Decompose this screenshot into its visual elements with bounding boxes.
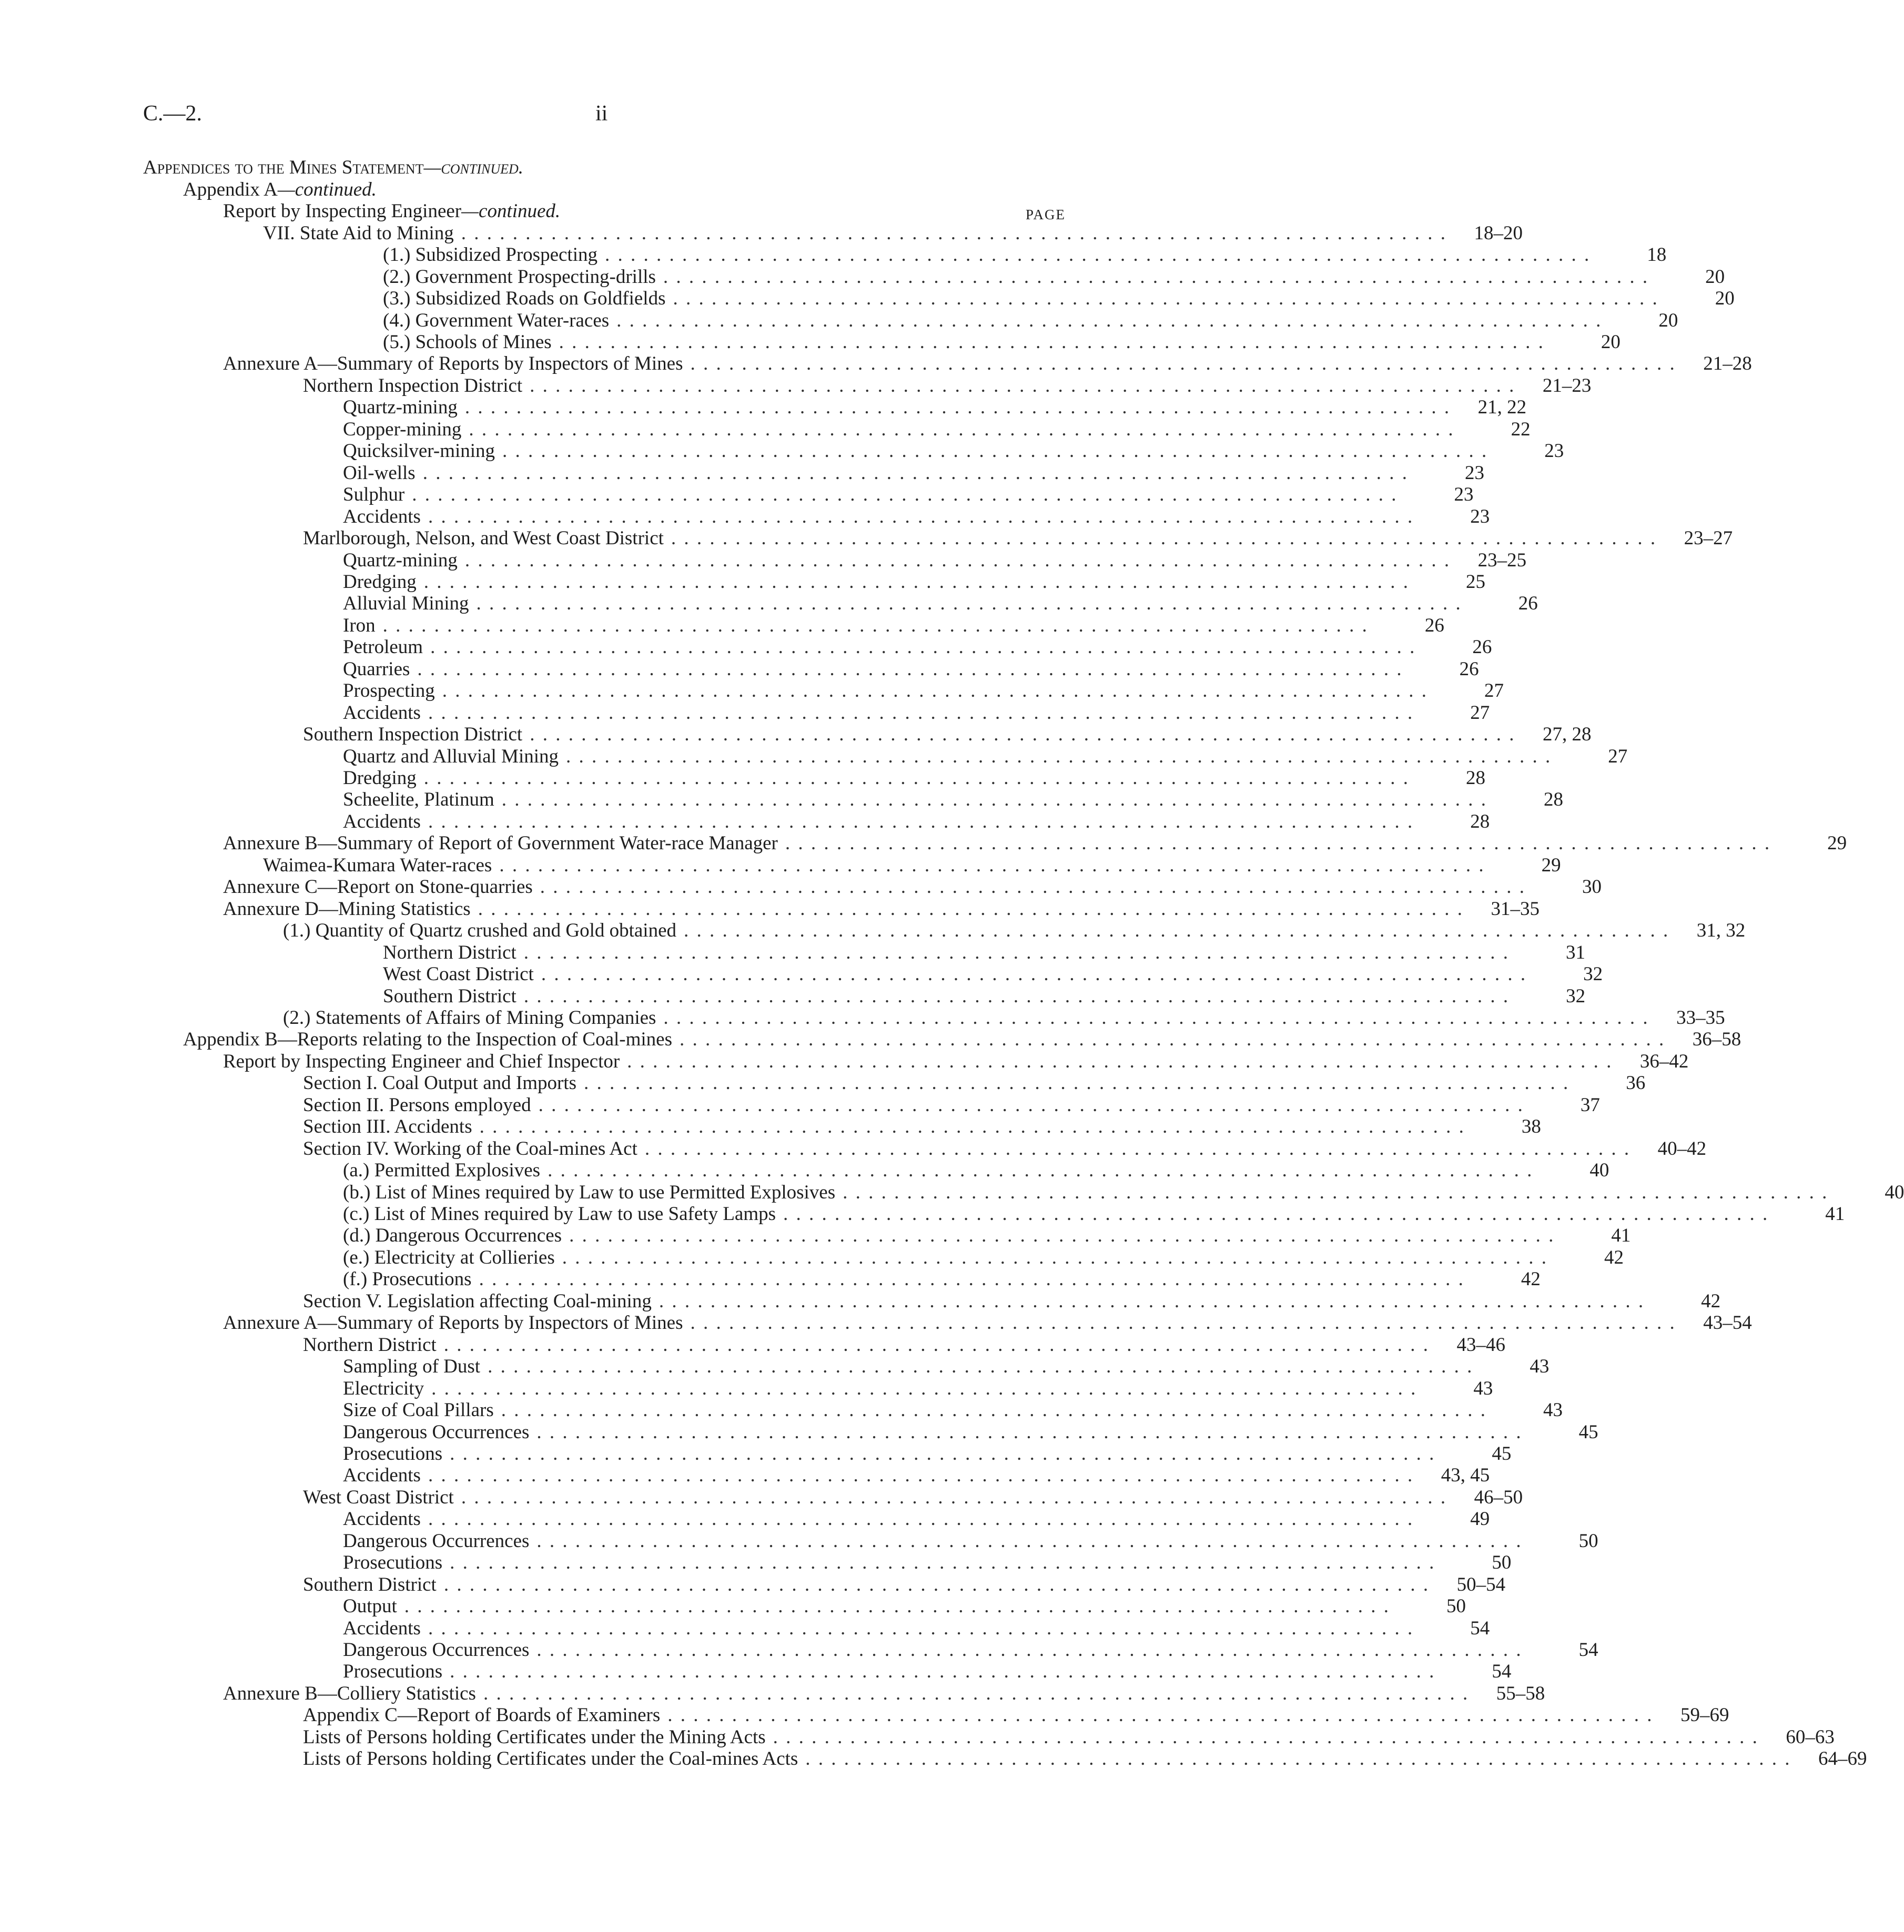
toc-entry-label: Accidents (343, 810, 421, 832)
dot-leader: . . . . . . . . . . . . . . . . . . . . . . . . . . . . . . . . . . . . . . . . . . . . . . . . . . . . . . . . . . . . . . . . . . . . . . . . . . . . . (461, 222, 1447, 244)
toc-entry-page: 23 (1464, 462, 1484, 484)
dot-leader: . . . . . . . . . . . . . . . . . . . . . . . . . . . . . . . . . . . . . . . . . . . . . . . . . . . . . . . . . . . . . . . . . . . . . . . . . . . . . (690, 1312, 1676, 1334)
toc-entry (343, 613, 1444, 636)
dot-leader: . . . . . . . . . . . . . . . . . . . . . . . . . . . . . . . . . . . . . . . . . . . . . . . . . . . . . . . . . . . . . . . . . . . . . . . . . . . . . (773, 1726, 1759, 1748)
toc-entry-page: 54 (1492, 1661, 1512, 1683)
dot-leader: . . . . . . . . . . . . . . . . . . . . . . . . . . . . . . . . . . . . . . . . . . . . . . . . . . . . . . . . . . . . . . . . . . . . . . . . . . . . . (431, 1377, 1417, 1399)
toc-entry-page: 50–54 (1456, 1573, 1506, 1595)
toc-entry-page: 20 (1601, 331, 1621, 353)
toc-entry-label: (2.) Government Prospecting-drills (383, 266, 656, 288)
toc-entry (343, 1638, 1598, 1661)
toc-entry-label: West Coast District (383, 963, 534, 985)
dot-leader: . . . . . . . . . . . . . . . . . . . . . . . . . . . . . . . . . . . . . . . . . . . . . . . . . . . . . . . . . . . . . . . . . . . . . . . . . . . . . (501, 789, 1487, 811)
dot-leader: . . . . . . . . . . . . . . . . . . . . . . . . . . . . . . . . . . . . . . . . . . . . . . . . . . . . . . . . . . . . . . . . . . . . . . . . . . . . . (499, 854, 1485, 876)
toc-entry-page: 40 (1589, 1160, 1609, 1182)
toc-entry-label: Quartz and Alluvial Mining (343, 745, 559, 767)
toc-entry-label: (4.) Government Water-races (383, 309, 610, 331)
toc-entry-label: (d.) Dangerous Occurrences (343, 1225, 562, 1247)
toc-entry-page: 60–63 (1786, 1726, 1835, 1748)
toc-entry-label: Prosecutions (343, 1661, 443, 1683)
dot-leader: . . . . . . . . . . . . . . . . . . . . . . . . . . . . . . . . . . . . . . . . . . . . . . . . . . . . . . . . . . . . . . . . . . . . . . . . . . . . . (523, 985, 1510, 1007)
toc-entry-label: Lists of Persons holding Certificates under the Mining Acts (303, 1726, 766, 1748)
toc-entry-label: Output (343, 1595, 397, 1618)
dot-leader: . . . . . . . . . . . . . . . . . . . . . . . . . . . . . . . . . . . . . . . . . . . . . . . . . . . . . . . . . . . . . . . . . . . . . . . . . . . . . (659, 1290, 1645, 1312)
dot-leader: . . . . . . . . . . . . . . . . . . . . . . . . . . . . . . . . . . . . . . . . . . . . . . . . . . . . . . . . . . . . . . . . . . . . . . . . . . . . . (530, 374, 1516, 396)
dot-leader: . . . . . . . . . . . . . . . . . . . . . . . . . . . . . . . . . . . . . . . . . . . . . . . . . . . . . . . . . . . . . . . . . . . . . . . . . . . . . (536, 1530, 1523, 1552)
dot-leader: . . . . . . . . . . . . . . . . . . . . . . . . . . . . . . . . . . . . . . . . . . . . . . . . . . . . . . . . . . . . . . . . . . . . . . . . . . . . . (479, 1116, 1465, 1138)
dot-leader: . . . . . . . . . . . . . . . . . . . . . . . . . . . . . . . . . . . . . . . . . . . . . . . . . . . . . . . . . . . . . . . . . . . . . . . . . . . . . (428, 1508, 1414, 1530)
toc-entry-page: 20 (1705, 266, 1725, 288)
dot-leader: . . . . . . . . . . . . . . . . . . . . . . . . . . . . . . . . . . . . . . . . . . . . . . . . . . . . . . . . . . . . . . . . . . . . . . . . . . . . . (667, 1704, 1654, 1726)
toc-entry-label: Dredging (343, 571, 417, 593)
dot-leader: . . . . . . . . . . . . . . . . . . . . . . . . . . . . . . . . . . . . . . . . . . . . . . . . . . . . . . . . . . . . . . . . . . . . . . . . . . . . . (428, 1617, 1414, 1639)
dot-leader: . . . . . . . . . . . . . . . . . . . . . . . . . . . . . . . . . . . . . . . . . . . . . . . . . . . . . . . . . . . . . . . . . . . . . . . . . . . . . (417, 658, 1403, 680)
dot-leader: . . . . . . . . . . . . . . . . . . . . . . . . . . . . . . . . . . . . . . . . . . . . . . . . . . . . . . . . . . . . . . . . . . . . . . . . . . . . . (443, 1334, 1430, 1356)
toc-entry-page: 40–42 (1657, 1137, 1707, 1160)
toc-entry (343, 1398, 1563, 1421)
toc-entry (303, 1747, 1867, 1770)
toc-entry-label: Accidents (343, 701, 421, 724)
toc-entry-label: Annexure C—Report on Stone-quarries (223, 876, 533, 898)
toc-entry-page: 28 (1543, 789, 1563, 811)
toc-entry-page: 23 (1544, 440, 1564, 462)
toc-entry (343, 766, 1485, 789)
toc-entry (283, 919, 1746, 942)
toc-entry-page: 31, 32 (1696, 920, 1746, 942)
toc-entry (343, 461, 1484, 484)
toc-entry (343, 1551, 1512, 1574)
toc-entry-page: 23–25 (1477, 549, 1527, 571)
toc-entry-page: 22 (1511, 418, 1531, 440)
toc-entry (223, 1049, 1689, 1072)
dot-leader: . . . . . . . . . . . . . . . . . . . . . . . . . . . . . . . . . . . . . . . . . . . . . . . . . . . . . . . . . . . . . . . . . . . . . . . . . . . . . (464, 549, 1451, 571)
toc-entry (223, 897, 1540, 920)
toc-entry-label: Dangerous Occurrences (343, 1421, 530, 1443)
toc-entry-label: (3.) Subsidized Roads on Goldfields (383, 288, 666, 310)
dot-leader: . . . . . . . . . . . . . . . . . . . . . . . . . . . . . . . . . . . . . . . . . . . . . . . . . . . . . . . . . . . . . . . . . . . . . . . . . . . . . (523, 941, 1510, 963)
toc-entry (343, 635, 1492, 658)
toc-entry (303, 374, 1592, 396)
toc-entry-label: Annexure B—Summary of Report of Government Water-race Manager (223, 832, 778, 855)
toc-entry-page: 45 (1578, 1421, 1598, 1443)
toc-entry-label: Accidents (343, 1465, 421, 1487)
toc-entry-label: Section I. Coal Output and Imports (303, 1072, 576, 1094)
toc-entry-page: 42 (1701, 1290, 1721, 1312)
toc-entry (343, 744, 1628, 767)
toc-entry-page: 43 (1473, 1377, 1493, 1399)
toc-entry (303, 1485, 1523, 1508)
dot-leader: . . . . . . . . . . . . . . . . . . . . . . . . . . . . . . . . . . . . . . . . . . . . . . . . . . . . . . . . . . . . . . . . . . . . . . . . . . . . . (616, 309, 1603, 331)
toc-entry-page: 18 (1647, 244, 1667, 266)
toc-entry (343, 1616, 1490, 1639)
toc-entry-page: 26 (1424, 614, 1444, 636)
toc-entry (383, 287, 1735, 310)
toc-entry-page: 45 (1492, 1442, 1512, 1465)
toc-entry-label: (5.) Schools of Mines (383, 331, 552, 353)
toc-entry-label: Northern District (303, 1334, 437, 1356)
toc-entry-label: (a.) Permitted Explosives (343, 1160, 541, 1182)
toc-entry-label: (1.) Quantity of Quartz crushed and Gold obtained (283, 920, 677, 942)
toc-entry (383, 308, 1678, 331)
toc-entry (223, 831, 1847, 855)
dot-leader: . . . . . . . . . . . . . . . . . . . . . . . . . . . . . . . . . . . . . . . . . . . . . . . . . . . . . . . . . . . . . . . . . . . . . . . . . . . . . (536, 1639, 1523, 1661)
toc-entry-page: 23–27 (1684, 527, 1733, 550)
toc-entry-page: 21–28 (1703, 353, 1752, 375)
toc-entry (343, 788, 1563, 811)
toc-entry-page: 29 (1541, 854, 1561, 876)
toc-entry-page: 26 (1518, 593, 1538, 615)
dot-leader: . . . . . . . . . . . . . . . . . . . . . . . . . . . . . . . . . . . . . . . . . . . . . . . . . . . . . . . . . . . . . . . . . . . . . . . . . . . . . (430, 636, 1416, 658)
toc-entry-label: Dangerous Occurrences (343, 1639, 530, 1661)
toc-entry-label: Southern Inspection District (303, 724, 523, 746)
toc-entry (343, 1594, 1466, 1618)
toc-entry-page: 32 (1566, 985, 1586, 1007)
dot-leader: . . . . . . . . . . . . . . . . . . . . . . . . . . . . . . . . . . . . . . . . . . . . . . . . . . . . . . . . . . . . . . . . . . . . . . . . . . . . . (450, 1442, 1436, 1465)
toc-entry (383, 243, 1667, 266)
dot-leader: . . . . . . . . . . . . . . . . . . . . . . . . . . . . . . . . . . . . . . . . . . . . . . . . . . . . . . . . . . . . . . . . . . . . . . . . . . . . . (548, 1160, 1534, 1182)
toc-entry-label: Section II. Persons employed (303, 1094, 531, 1116)
toc-entry (183, 1028, 1741, 1051)
toc-entry-page: 49 (1470, 1508, 1490, 1530)
toc-entry-label: Annexure B—Colliery Statistics (223, 1682, 476, 1704)
toc-entry (343, 1660, 1512, 1683)
dot-leader: . . . . . . . . . . . . . . . . . . . . . . . . . . . . . . . . . . . . . . . . . . . . . . . . . . . . . . . . . . . . . . . . . . . . . . . . . . . . . (423, 571, 1410, 593)
toc-entry-label: Dredging (343, 767, 417, 789)
toc-entry (263, 853, 1561, 876)
toc-entry-label: Southern District (303, 1573, 437, 1595)
toc-entry-page: 25 (1466, 571, 1485, 593)
toc-entry (303, 1703, 1729, 1726)
dot-leader: . . . . . . . . . . . . . . . . . . . . . . . . . . . . . . . . . . . . . . . . . . . . . . . . . . . . . . . . . . . . . . . . . . . . . . . . . . . . . (412, 484, 1398, 506)
toc-entry-label: Section V. Legislation affecting Coal-mining (303, 1290, 652, 1312)
dot-leader: . . . . . . . . . . . . . . . . . . . . . . . . . . . . . . . . . . . . . . . . . . . . . . . . . . . . . . . . . . . . . . . . . . . . . . . . . . . . . (536, 1421, 1523, 1443)
toc-entry (343, 1376, 1493, 1399)
dot-leader: . . . . . . . . . . . . . . . . . . . . . . . . . . . . . . . . . . . . . . . . . . . . . . . . . . . . . . . . . . . . . . . . . . . . . . . . . . . . . (428, 1465, 1414, 1487)
toc-entry-label: (b.) List of Mines required by Law to use Permitted Explosives (343, 1181, 836, 1203)
dot-leader: . . . . . . . . . . . . . . . . . . . . . . . . . . . . . . . . . . . . . . . . . . . . . . . . . . . . . . . . . . . . . . . . . . . . . . . . . . . . . (428, 701, 1414, 724)
toc-entry-page: 43–54 (1703, 1312, 1752, 1334)
dot-leader: . . . . . . . . . . . . . . . . . . . . . . . . . . . . . . . . . . . . . . . . . . . . . . . . . . . . . . . . . . . . . . . . . . . . . . . . . . . . . (488, 1356, 1474, 1378)
dot-leader: . . . . . . . . . . . . . . . . . . . . . . . . . . . . . . . . . . . . . . . . . . . . . . . . . . . . . . . . . . . . . . . . . . . . . . . . . . . . . (566, 745, 1552, 767)
toc-entry-page: 54 (1470, 1617, 1490, 1639)
toc-entry-label: Annexure A—Summary of Reports by Inspectors of Mines (223, 1312, 683, 1334)
toc-entry-page: 37 (1580, 1094, 1600, 1116)
toc-entry (303, 1071, 1646, 1094)
toc-entry (343, 504, 1490, 527)
toc-entry (223, 1311, 1752, 1334)
toc-entry-label: Dangerous Occurrences (343, 1530, 530, 1552)
toc-entry-label: Quartz-mining (343, 396, 458, 419)
toc-entry-label: Prosecutions (343, 1552, 443, 1574)
dot-leader: . . . . . . . . . . . . . . . . . . . . . . . . . . . . . . . . . . . . . . . . . . . . . . . . . . . . . . . . . . . . . . . . . . . . . . . . . . . . . (450, 1661, 1436, 1683)
toc-entry-page: 27 (1470, 701, 1490, 724)
dot-leader: . . . . . . . . . . . . . . . . . . . . . . . . . . . . . . . . . . . . . . . . . . . . . . . . . . . . . . . . . . . . . . . . . . . . . . . . . . . . . (428, 505, 1414, 527)
page-column-label: PAGE (1025, 206, 1066, 222)
toc-entry (283, 1006, 1725, 1029)
toc-entry-page: 59–69 (1680, 1704, 1729, 1726)
toc-entry-label: Northern Inspection District (303, 374, 523, 396)
toc-entry (343, 483, 1474, 506)
toc-entry-label: Accidents (343, 1508, 421, 1530)
toc-entry-label: Lists of Persons holding Certificates under the Coal-mines Acts (303, 1748, 798, 1770)
dot-leader: . . . . . . . . . . . . . . . . . . . . . . . . . . . . . . . . . . . . . . . . . . . . . . . . . . . . . . . . . . . . . . . . . . . . . . . . . . . . . (805, 1748, 1791, 1770)
toc-entry-label: Section III. Accidents (303, 1116, 472, 1138)
dot-leader: . . . . . . . . . . . . . . . . . . . . . . . . . . . . . . . . . . . . . . . . . . . . . . . . . . . . . . . . . . . . . . . . . . . . . . . . . . . . . (627, 1050, 1613, 1072)
toc-entry-label: Annexure A—Summary of Reports by Inspectors of Mines (223, 353, 683, 375)
dot-leader: . . . . . . . . . . . . . . . . . . . . . . . . . . . . . . . . . . . . . . . . . . . . . . . . . . . . . . . . . . . . . . . . . . . . . . . . . . . . . (443, 1573, 1430, 1595)
toc-entry (343, 570, 1485, 593)
toc-entry (343, 417, 1531, 440)
toc-entry-page: 27, 28 (1542, 724, 1592, 746)
dot-leader: . . . . . . . . . . . . . . . . . . . . . . . . . . . . . . . . . . . . . . . . . . . . . . . . . . . . . . . . . . . . . . . . . . . . . . . . . . . . . (785, 832, 1771, 855)
toc-entry (343, 700, 1490, 724)
toc-entry-page: 50 (1492, 1552, 1512, 1574)
toc-entry-label: Accidents (343, 1617, 421, 1639)
dot-leader: . . . . . . . . . . . . . . . . . . . . . . . . . . . . . . . . . . . . . . . . . . . . . . . . . . . . . . . . . . . . . . . . . . . . . . . . . . . . . (478, 898, 1464, 920)
toc-entry-label: Report by Inspecting Engineer—continued. (223, 200, 561, 222)
toc-entry (223, 1682, 1545, 1704)
toc-entry-page: 38 (1521, 1116, 1541, 1138)
dot-leader: . . . . . . . . . . . . . . . . . . . . . . . . . . . . . . . . . . . . . . . . . . . . . . . . . . . . . . . . . . . . . . . . . . . . . . . . . . . . . (540, 876, 1526, 898)
dot-leader: . . . . . . . . . . . . . . . . . . . . . . . . . . . . . . . . . . . . . . . . . . . . . . . . . . . . . . . . . . . . . . . . . . . . . . . . . . . . . (843, 1181, 1829, 1203)
toc-entry (303, 1572, 1506, 1595)
toc-entry-page: 32 (1583, 963, 1603, 985)
toc-entry (343, 548, 1527, 571)
dot-leader: . . . . . . . . . . . . . . . . . . . . . . . . . . . . . . . . . . . . . . . . . . . . . . . . . . . . . . . . . . . . . . . . . . . . . . . . . . . . . (483, 1682, 1470, 1704)
toc-entry-page: 26 (1472, 636, 1492, 658)
toc-entry-label: Appendix C—Report of Boards of Examiners (303, 1704, 661, 1726)
toc-entry-page: 20 (1658, 309, 1678, 331)
toc-entry-page: 21, 22 (1477, 396, 1527, 419)
toc-entry-page: 54 (1578, 1639, 1598, 1661)
toc-entry-page: 23 (1454, 484, 1474, 506)
toc-entry (303, 1093, 1600, 1116)
dot-leader: . . . . . . . . . . . . . . . . . . . . . . . . . . . . . . . . . . . . . . . . . . . . . . . . . . . . . . . . . . . . . . . . . . . . . . . . . . . . . (423, 767, 1410, 789)
dot-leader: . . . . . . . . . . . . . . . . . . . . . . . . . . . . . . . . . . . . . . . . . . . . . . . . . . . . . . . . . . . . . . . . . . . . . . . . . . . . . (530, 724, 1516, 746)
toc-entry-label: Iron (343, 614, 376, 636)
toc-entry-label: (f.) Prosecutions (343, 1268, 472, 1290)
dot-leader: . . . . . . . . . . . . . . . . . . . . . . . . . . . . . . . . . . . . . . . . . . . . . . . . . . . . . . . . . . . . . . . . . . . . . . . . . . . . . (442, 680, 1428, 702)
toc-entry-page: 64–69 (1818, 1748, 1867, 1770)
toc-entry-page: 41 (1825, 1203, 1845, 1225)
toc-entry (303, 1136, 1707, 1160)
toc-entry (383, 265, 1725, 288)
toc-entry (303, 526, 1733, 550)
toc-entry-label: Quarries (343, 658, 410, 680)
toc-entry-page: 29 (1827, 832, 1847, 855)
toc-entry (223, 199, 1068, 221)
toc-entry (343, 592, 1538, 615)
toc-entry-page: 21–23 (1542, 374, 1592, 396)
toc-entry-page: 20 (1715, 288, 1735, 310)
toc-entry-label: (1.) Subsidized Prospecting (383, 244, 597, 266)
toc-entry-page: 28 (1470, 810, 1490, 832)
toc-entry-label: Appendices to the Mines Statement—continued. (143, 157, 524, 179)
toc-entry-page: 43 (1530, 1356, 1549, 1378)
toc-entry (383, 962, 1603, 985)
toc-entry-label: Prosecutions (343, 1442, 443, 1465)
toc-entry (343, 1463, 1490, 1487)
dot-leader: . . . . . . . . . . . . . . . . . . . . . . . . . . . . . . . . . . . . . . . . . . . . . . . . . . . . . . . . . . . . . . . . . . . . . . . . . . . . . (671, 527, 1657, 550)
dot-leader: . . . . . . . . . . . . . . . . . . . . . . . . . . . . . . . . . . . . . . . . . . . . . . . . . . . . . . . . . . . . . . . . . . . . . . . . . . . . . (559, 331, 1545, 353)
toc-entry-label: (2.) Statements of Affairs of Mining Companies (283, 1006, 656, 1029)
toc-entry-page: 33–35 (1676, 1006, 1725, 1029)
toc-entry (303, 1333, 1506, 1356)
toc-entry (343, 1180, 1904, 1203)
toc-entry (343, 1442, 1512, 1465)
toc-entry (183, 177, 1068, 199)
dot-leader: . . . . . . . . . . . . . . . . . . . . . . . . . . . . . . . . . . . . . . . . . . . . . . . . . . . . . . . . . . . . . . . . . . . . . . . . . . . . . (404, 1595, 1391, 1618)
toc-entry (303, 1115, 1541, 1138)
toc-entry-label: Copper-mining (343, 418, 462, 440)
dot-leader: . . . . . . . . . . . . . . . . . . . . . . . . . . . . . . . . . . . . . . . . . . . . . . . . . . . . . . . . . . . . . . . . . . . . . . . . . . . . . (479, 1268, 1465, 1290)
toc-entry-label: West Coast District (303, 1486, 454, 1508)
toc-entry-label: Oil-wells (343, 462, 416, 484)
toc-entry-page: 40 (1885, 1181, 1904, 1203)
toc-entry-label: Alluvial Mining (343, 593, 469, 615)
toc-entry-label: Quartz-mining (343, 549, 458, 571)
toc-entry-page: 36 (1626, 1072, 1646, 1094)
dot-leader: . . . . . . . . . . . . . . . . . . . . . . . . . . . . . . . . . . . . . . . . . . . . . . . . . . . . . . . . . . . . . . . . . . . . . . . . . . . . . (679, 1029, 1666, 1051)
dot-leader: . . . . . . . . . . . . . . . . . . . . . . . . . . . . . . . . . . . . . . . . . . . . . . . . . . . . . . . . . . . . . . . . . . . . . . . . . . . . . (562, 1246, 1548, 1268)
toc-entry-label: Sampling of Dust (343, 1356, 481, 1378)
toc-entry-label: Appendix B—Reports relating to the Inspection of Coal-mines (183, 1029, 672, 1051)
toc-entry (343, 1355, 1549, 1378)
toc-entry (343, 1529, 1598, 1552)
toc-entry (343, 1158, 1609, 1182)
toc-entry (303, 1725, 1835, 1748)
toc-entry (343, 679, 1504, 702)
toc-entry-page: 41 (1611, 1225, 1631, 1247)
dot-leader: . . . . . . . . . . . . . . . . . . . . . . . . . . . . . . . . . . . . . . . . . . . . . . . . . . . . . . . . . . . . . . . . . . . . . . . . . . . . . (502, 440, 1488, 462)
dot-leader: . . . . . . . . . . . . . . . . . . . . . . . . . . . . . . . . . . . . . . . . . . . . . . . . . . . . . . . . . . . . . . . . . . . . . . . . . . . . . (541, 963, 1527, 985)
toc-entry-label: Quicksilver-mining (343, 440, 495, 462)
toc-entry (343, 1267, 1541, 1290)
toc-entry-label: Marlborough, Nelson, and West Coast District (303, 527, 664, 550)
toc-entry-page: 36–58 (1692, 1029, 1741, 1051)
toc-entry-page: 50 (1446, 1595, 1466, 1618)
toc-entry-label: Annexure D—Mining Statistics (223, 898, 471, 920)
toc-entry-label: (e.) Electricity at Collieries (343, 1246, 555, 1268)
toc-entry (343, 439, 1564, 462)
toc-entry-page: 30 (1582, 876, 1602, 898)
dot-leader: . . . . . . . . . . . . . . . . . . . . . . . . . . . . . . . . . . . . . . . . . . . . . . . . . . . . . . . . . . . . . . . . . . . . . . . . . . . . . (684, 920, 1670, 942)
dot-leader: . . . . . . . . . . . . . . . . . . . . . . . . . . . . . . . . . . . . . . . . . . . . . . . . . . . . . . . . . . . . . . . . . . . . . . . . . . . . . (644, 1137, 1631, 1160)
dot-leader: . . . . . . . . . . . . . . . . . . . . . . . . . . . . . . . . . . . . . . . . . . . . . . . . . . . . . . . . . . . . . . . . . . . . . . . . . . . . . (382, 614, 1369, 636)
dot-leader: . . . . . . . . . . . . . . . . . . . . . . . . . . . . . . . . . . . . . . . . . . . . . . . . . . . . . . . . . . . . . . . . . . . . . . . . . . . . . (584, 1072, 1570, 1094)
toc-entry (223, 875, 1602, 898)
dot-leader: . . . . . . . . . . . . . . . . . . . . . . . . . . . . . . . . . . . . . . . . . . . . . . . . . . . . . . . . . . . . . . . . . . . . . . . . . . . . . (428, 810, 1414, 832)
toc-entry-label: Waimea-Kumara Water-races (263, 854, 492, 876)
dot-leader: . . . . . . . . . . . . . . . . . . . . . . . . . . . . . . . . . . . . . . . . . . . . . . . . . . . . . . . . . . . . . . . . . . . . . . . . . . . . . (690, 353, 1676, 375)
toc-entry-page: 46–50 (1474, 1486, 1523, 1508)
toc-entry-page: 27 (1484, 680, 1504, 702)
toc-entry (343, 1420, 1598, 1443)
toc-entry (343, 1224, 1631, 1247)
dot-leader: . . . . . . . . . . . . . . . . . . . . . . . . . . . . . . . . . . . . . . . . . . . . . . . . . . . . . . . . . . . . . . . . . . . . . . . . . . . . . (469, 418, 1455, 440)
toc-entry-page: 26 (1459, 658, 1479, 680)
toc-entry-page: 43 (1543, 1399, 1563, 1421)
toc-entry-label: Electricity (343, 1377, 424, 1399)
toc-entry-page: 42 (1604, 1246, 1624, 1268)
dot-leader: . . . . . . . . . . . . . . . . . . . . . . . . . . . . . . . . . . . . . . . . . . . . . . . . . . . . . . . . . . . . . . . . . . . . . . . . . . . . . (538, 1094, 1524, 1116)
toc-entry (343, 657, 1479, 680)
toc-entry (143, 156, 1068, 177)
toc-entry (383, 940, 1586, 963)
toc-entry (383, 984, 1586, 1007)
dot-leader: . . . . . . . . . . . . . . . . . . . . . . . . . . . . . . . . . . . . . . . . . . . . . . . . . . . . . . . . . . . . . . . . . . . . . . . . . . . . . (464, 396, 1451, 419)
dot-leader: . . . . . . . . . . . . . . . . . . . . . . . . . . . . . . . . . . . . . . . . . . . . . . . . . . . . . . . . . . . . . . . . . . . . . . . . . . . . . (783, 1203, 1769, 1225)
dot-leader: . . . . . . . . . . . . . . . . . . . . . . . . . . . . . . . . . . . . . . . . . . . . . . . . . . . . . . . . . . . . . . . . . . . . . . . . . . . . . (663, 1006, 1649, 1029)
dot-leader: . . . . . . . . . . . . . . . . . . . . . . . . . . . . . . . . . . . . . . . . . . . . . . . . . . . . . . . . . . . . . . . . . . . . . . . . . . . . . (461, 1486, 1447, 1508)
toc-entry-page: 27 (1608, 745, 1628, 767)
toc-entry (343, 395, 1527, 419)
toc-entry-page: 42 (1521, 1268, 1541, 1290)
toc-entry-page: 28 (1466, 767, 1485, 789)
toc-entry-label: Scheelite, Platinum (343, 789, 494, 811)
toc-entry (383, 330, 1621, 353)
toc-entry (343, 1246, 1624, 1268)
toc-entry-page: 43–46 (1456, 1334, 1506, 1356)
toc-entry-label: VII. State Aid to Mining (263, 222, 454, 244)
dot-leader: . . . . . . . . . . . . . . . . . . . . . . . . . . . . . . . . . . . . . . . . . . . . . . . . . . . . . . . . . . . . . . . . . . . . . . . . . . . . . (569, 1225, 1555, 1247)
toc-entry-label: Section IV. Working of the Coal-mines Act (303, 1137, 637, 1160)
toc-entry-label: (c.) List of Mines required by Law to use Safety Lamps (343, 1203, 776, 1225)
toc-entry (303, 723, 1592, 746)
toc-entry-label: Appendix A—continued. (183, 178, 377, 200)
toc-entry-page: 31–35 (1491, 898, 1540, 920)
dot-leader: . . . . . . . . . . . . . . . . . . . . . . . . . . . . . . . . . . . . . . . . . . . . . . . . . . . . . . . . . . . . . . . . . . . . . . . . . . . . . (450, 1552, 1436, 1574)
toc-entry-label: Report by Inspecting Engineer and Chief Inspector (223, 1050, 620, 1072)
toc-entry-label: Sulphur (343, 484, 405, 506)
toc-entry-page: 50 (1578, 1530, 1598, 1552)
toc-entry-page: 23 (1470, 505, 1490, 527)
dot-leader: . . . . . . . . . . . . . . . . . . . . . . . . . . . . . . . . . . . . . . . . . . . . . . . . . . . . . . . . . . . . . . . . . . . . . . . . . . . . . (673, 288, 1659, 310)
toc-entry (223, 352, 1752, 375)
toc-entry-page: 43, 45 (1441, 1465, 1490, 1487)
toc-entry-label: Petroleum (343, 636, 423, 658)
dot-leader: . . . . . . . . . . . . . . . . . . . . . . . . . . . . . . . . . . . . . . . . . . . . . . . . . . . . . . . . . . . . . . . . . . . . . . . . . . . . . (422, 462, 1409, 484)
page-number-roman: ii (595, 101, 608, 126)
toc-entry-label: Prospecting (343, 680, 435, 702)
toc-entry-page: 55–58 (1496, 1682, 1545, 1704)
toc-entry (263, 221, 1523, 244)
toc-entry-page: 18–20 (1474, 222, 1523, 244)
toc-entry-label: Southern District (383, 985, 516, 1007)
toc-entry-label: Accidents (343, 505, 421, 527)
toc-entry-page: 36–42 (1639, 1050, 1689, 1072)
toc-entry-page: 31 (1566, 941, 1586, 963)
dot-leader: . . . . . . . . . . . . . . . . . . . . . . . . . . . . . . . . . . . . . . . . . . . . . . . . . . . . . . . . . . . . . . . . . . . . . . . . . . . . . (476, 593, 1462, 615)
toc-entry (303, 1289, 1721, 1312)
dot-leader: . . . . . . . . . . . . . . . . . . . . . . . . . . . . . . . . . . . . . . . . . . . . . . . . . . . . . . . . . . . . . . . . . . . . . . . . . . . . . (663, 266, 1649, 288)
toc-entry-label: Size of Coal Pillars (343, 1399, 494, 1421)
document-code: C.—2. (143, 101, 202, 126)
dot-leader: . . . . . . . . . . . . . . . . . . . . . . . . . . . . . . . . . . . . . . . . . . . . . . . . . . . . . . . . . . . . . . . . . . . . . . . . . . . . . (501, 1399, 1487, 1421)
toc-entry (343, 810, 1490, 832)
toc-entry-label: Northern District (383, 941, 516, 963)
toc-entry (343, 1202, 1845, 1225)
dot-leader: . . . . . . . . . . . . . . . . . . . . . . . . . . . . . . . . . . . . . . . . . . . . . . . . . . . . . . . . . . . . . . . . . . . . . . . . . . . . . (604, 244, 1591, 266)
toc-entry (343, 1507, 1490, 1530)
